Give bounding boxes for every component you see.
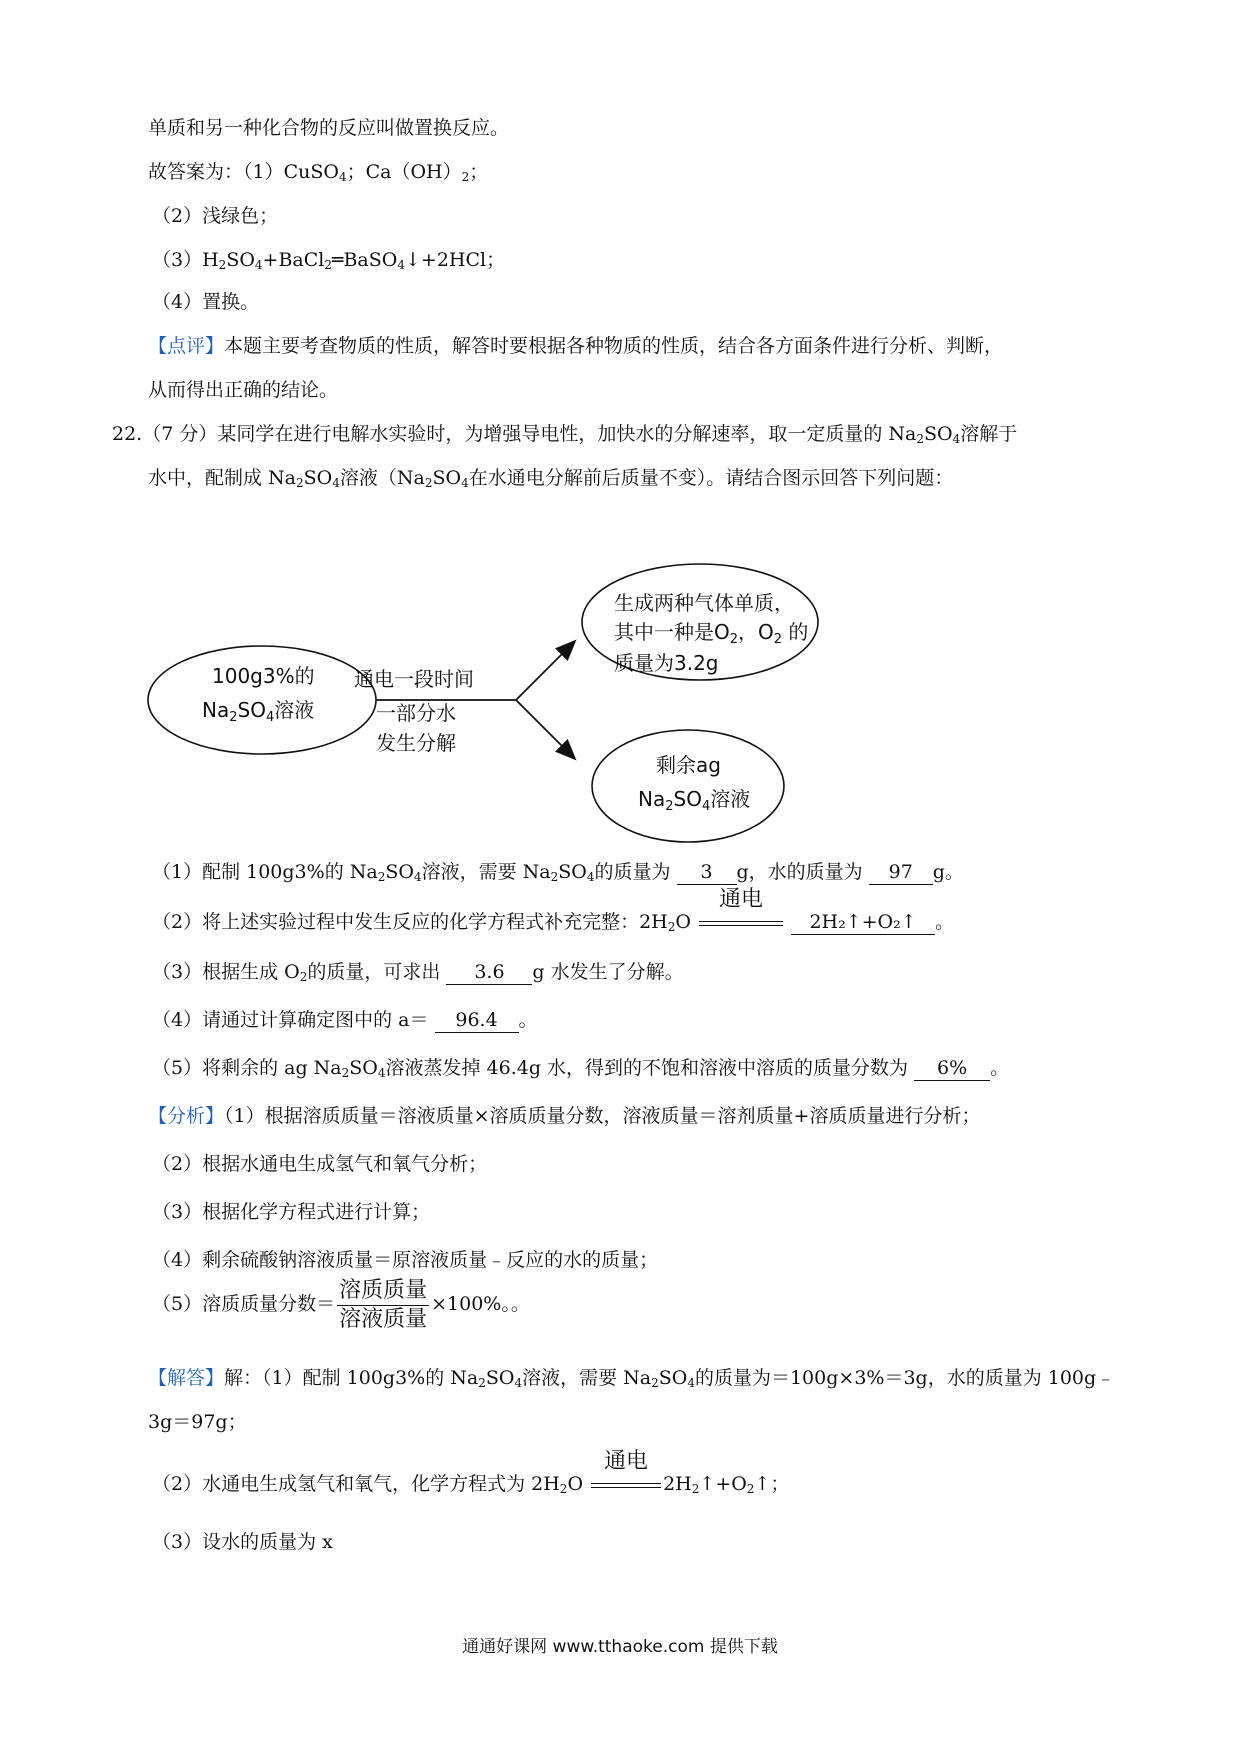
text: 。 bbox=[990, 1057, 1010, 1079]
text: （3）根据化学方程式进行计算； bbox=[152, 1201, 431, 1223]
text: （3）设水的质量为 x bbox=[152, 1531, 333, 1553]
top-ellipse-line2: 其中一种是$O_2$，$O_2$ 的 bbox=[614, 620, 809, 647]
q1-answer-mass: 3 bbox=[677, 860, 737, 885]
electrolysis-diagram bbox=[140, 560, 940, 850]
subscript: 4 bbox=[514, 1376, 523, 1390]
solution-tag: 【解答】 bbox=[148, 1367, 225, 1389]
text: SO bbox=[349, 1057, 378, 1079]
bottom-ellipse-line1: 剩余ag bbox=[656, 753, 721, 777]
text: ； bbox=[469, 161, 489, 183]
text: 溶液蒸发掉 46.4g 水，得到的不饱和溶液中溶质的质量分数为 bbox=[385, 1057, 909, 1079]
page-footer: 通通好课网 www.tthaoke.com 提供下载 bbox=[462, 1637, 778, 1657]
text: SO bbox=[923, 423, 953, 445]
subscript: 2 bbox=[746, 1482, 755, 1496]
subscript: 2 bbox=[691, 1482, 700, 1496]
q4-answer: 96.4 bbox=[435, 1008, 519, 1033]
subscript: 2 bbox=[341, 1066, 350, 1080]
fraction-denominator: 溶液质量 bbox=[339, 1306, 428, 1332]
solution-line-2 bbox=[148, 1408, 247, 1436]
analysis-line-1 bbox=[148, 1102, 980, 1130]
subscript: 2 bbox=[424, 476, 433, 490]
subscript: 4 bbox=[461, 476, 469, 490]
text: （5）将剩余的 ag Na bbox=[152, 1057, 342, 1079]
text: （4）剩余硫酸钠溶液质量＝原溶液质量﹣反应的水的质量； bbox=[152, 1249, 659, 1271]
q1-line bbox=[152, 858, 964, 886]
text: 22.（7 分）某同学在进行电解水实验时，为增强导电性，加快水的分解速率，取一定质量的 Na bbox=[112, 423, 917, 445]
text: （2）水通电生成氢气和氧气，化学方程式为 2H bbox=[152, 1473, 560, 1495]
q1-answer-water: 97 bbox=[869, 860, 933, 885]
text: （2）将上述实验过程中发生反应的化学方程式补充完整：2H bbox=[152, 911, 668, 933]
text: 水中，配制成 Na bbox=[148, 467, 296, 489]
text: g。 bbox=[932, 861, 964, 883]
top-ellipse-line3: 质量为3.2g bbox=[614, 651, 719, 675]
bottom-right-ellipse bbox=[592, 730, 784, 842]
answer-line-1 bbox=[148, 158, 488, 186]
arrow-down bbox=[516, 700, 574, 758]
text: ↓+2HCl； bbox=[404, 249, 506, 271]
left-ellipse-line1: 100g3%的 bbox=[212, 664, 315, 688]
arrow-up bbox=[516, 642, 574, 700]
text: （2）浅绿色； bbox=[152, 205, 279, 227]
q4-line bbox=[152, 1006, 538, 1034]
q5-answer: 6% bbox=[914, 1056, 990, 1081]
condition-label: 通电 bbox=[604, 1449, 649, 1474]
text: （1）配制 100g3%的 Na bbox=[152, 861, 378, 883]
reaction-condition-2 bbox=[591, 1449, 661, 1496]
q3-line bbox=[152, 958, 684, 986]
text: SO bbox=[303, 467, 333, 489]
text: 。 bbox=[518, 1009, 538, 1031]
subscript: 2 bbox=[461, 170, 470, 184]
subscript: 2 bbox=[559, 1482, 568, 1496]
text: （3）根据生成 O bbox=[152, 961, 300, 983]
subscript: 4 bbox=[687, 1376, 695, 1390]
text: 解：（1）配制 100g3%的 Na bbox=[224, 1367, 479, 1389]
solution-line-1 bbox=[148, 1364, 1115, 1392]
text: 的质量为＝100g×3%＝3g，水的质量为 100g﹣ bbox=[694, 1367, 1116, 1389]
analysis-line-4 bbox=[152, 1246, 658, 1274]
subscript: 4 bbox=[332, 476, 340, 490]
subscript: 2 bbox=[651, 1376, 659, 1390]
bottom-ellipse-line2: $Na_2SO_4$溶液 bbox=[638, 787, 751, 814]
subscript: 2 bbox=[218, 258, 227, 272]
subscript: 2 bbox=[324, 258, 333, 272]
text: （5）溶质质量分数＝ bbox=[152, 1293, 336, 1315]
text: O bbox=[567, 1473, 584, 1495]
condition-label: 通电 bbox=[719, 887, 764, 912]
text: （4）置换。 bbox=[152, 291, 260, 313]
subscript: 4 bbox=[413, 870, 422, 884]
text: SO bbox=[658, 1367, 688, 1389]
text: ↑+O bbox=[699, 1473, 747, 1495]
text: （1）根据溶质质量＝溶液质量×溶质质量分数，溶液质量＝溶剂质量+溶质质量进行分析； bbox=[224, 1105, 981, 1127]
solution-line-4 bbox=[152, 1528, 333, 1556]
text: ；Ca（OH） bbox=[346, 161, 462, 183]
text: 溶液，需要 Na bbox=[421, 861, 551, 883]
subscript: 4 bbox=[254, 258, 263, 272]
answer-line-4 bbox=[152, 288, 259, 316]
text: ═BaSO bbox=[332, 249, 398, 271]
text: SO bbox=[558, 861, 587, 883]
text: 的质量为 bbox=[594, 861, 671, 883]
analysis-tag: 【分析】 bbox=[148, 1105, 225, 1127]
text: （4）请通过计算确定图中的 a＝ bbox=[152, 1009, 429, 1031]
text: ↑； bbox=[754, 1473, 790, 1495]
mass-fraction bbox=[337, 1277, 429, 1334]
subscript: 2 bbox=[299, 970, 308, 984]
text: 2H bbox=[663, 1473, 692, 1495]
text: SO bbox=[485, 1367, 515, 1389]
subscript: 4 bbox=[952, 432, 961, 446]
text: SO bbox=[385, 861, 414, 883]
text: g 水发生了分解。 bbox=[532, 961, 684, 983]
text: 3g＝97g； bbox=[148, 1411, 247, 1433]
text: 溶解于 bbox=[960, 423, 1018, 445]
text: 溶液（Na bbox=[339, 467, 425, 489]
subscript: 2 bbox=[916, 432, 924, 446]
review-line-2 bbox=[148, 376, 338, 404]
subscript: 2 bbox=[377, 870, 386, 884]
text: +BaCl bbox=[262, 249, 325, 271]
text: 溶液，需要 Na bbox=[522, 1367, 652, 1389]
text-line bbox=[148, 114, 509, 142]
answer-line-3 bbox=[152, 246, 505, 274]
text: 。 bbox=[935, 911, 955, 933]
reaction-condition bbox=[699, 887, 783, 934]
q3-answer: 3.6 bbox=[446, 960, 532, 985]
q2-line bbox=[152, 887, 955, 936]
left-ellipse-line2: $Na_2SO_4$溶液 bbox=[202, 698, 315, 725]
review-tag: 【点评】 bbox=[148, 335, 225, 357]
text: 从而得出正确的结论。 bbox=[148, 379, 339, 401]
q2-answer: 2H₂↑+O₂↑ bbox=[791, 910, 935, 935]
text: SO bbox=[226, 249, 255, 271]
arrow-label-mid: 一部分水 bbox=[376, 701, 456, 725]
subscript: 4 bbox=[586, 870, 595, 884]
fraction-numerator: 溶质质量 bbox=[337, 1277, 429, 1306]
analysis-line-3 bbox=[152, 1198, 430, 1226]
analysis-line-2 bbox=[152, 1150, 487, 1178]
arrow-label-top: 通电一段时间 bbox=[354, 667, 474, 691]
text: 单质和另一种化合物的反应叫做置换反应。 bbox=[148, 117, 510, 139]
review-line-1 bbox=[148, 332, 1003, 360]
text: 在水通电分解前后质量不变）。请结合图示回答下列问题： bbox=[468, 467, 954, 489]
subscript: 4 bbox=[377, 1066, 386, 1080]
text: （3）H bbox=[152, 249, 219, 271]
q5-line bbox=[152, 1054, 1009, 1082]
text: 故答案为：（1）CuSO bbox=[148, 161, 339, 183]
arrow-label-bottom: 发生分解 bbox=[376, 731, 456, 755]
subscript: 2 bbox=[296, 476, 304, 490]
text: O bbox=[675, 911, 691, 933]
question-line-2 bbox=[148, 464, 953, 492]
subscript: 4 bbox=[397, 258, 405, 272]
text: ×100%。。 bbox=[431, 1293, 530, 1315]
text: 的质量，可求出 bbox=[307, 961, 441, 983]
text: SO bbox=[432, 467, 462, 489]
text: g，水的质量为 bbox=[736, 861, 863, 883]
solution-line-3 bbox=[152, 1449, 790, 1498]
subscript: 2 bbox=[550, 870, 559, 884]
answer-line-2 bbox=[152, 202, 278, 230]
top-ellipse-line1: 生成两种气体单质， bbox=[614, 591, 794, 615]
subscript: 2 bbox=[667, 920, 676, 934]
question-line-1 bbox=[112, 420, 1017, 448]
subscript: 4 bbox=[338, 170, 347, 184]
analysis-line-5 bbox=[152, 1276, 530, 1334]
text: 本题主要考查物质的性质，解答时要根据各种物质的性质，结合各方面条件进行分析、判断， bbox=[224, 335, 1004, 357]
text: （2）根据水通电生成氢气和氧气分析； bbox=[152, 1153, 488, 1175]
subscript: 2 bbox=[478, 1376, 486, 1390]
